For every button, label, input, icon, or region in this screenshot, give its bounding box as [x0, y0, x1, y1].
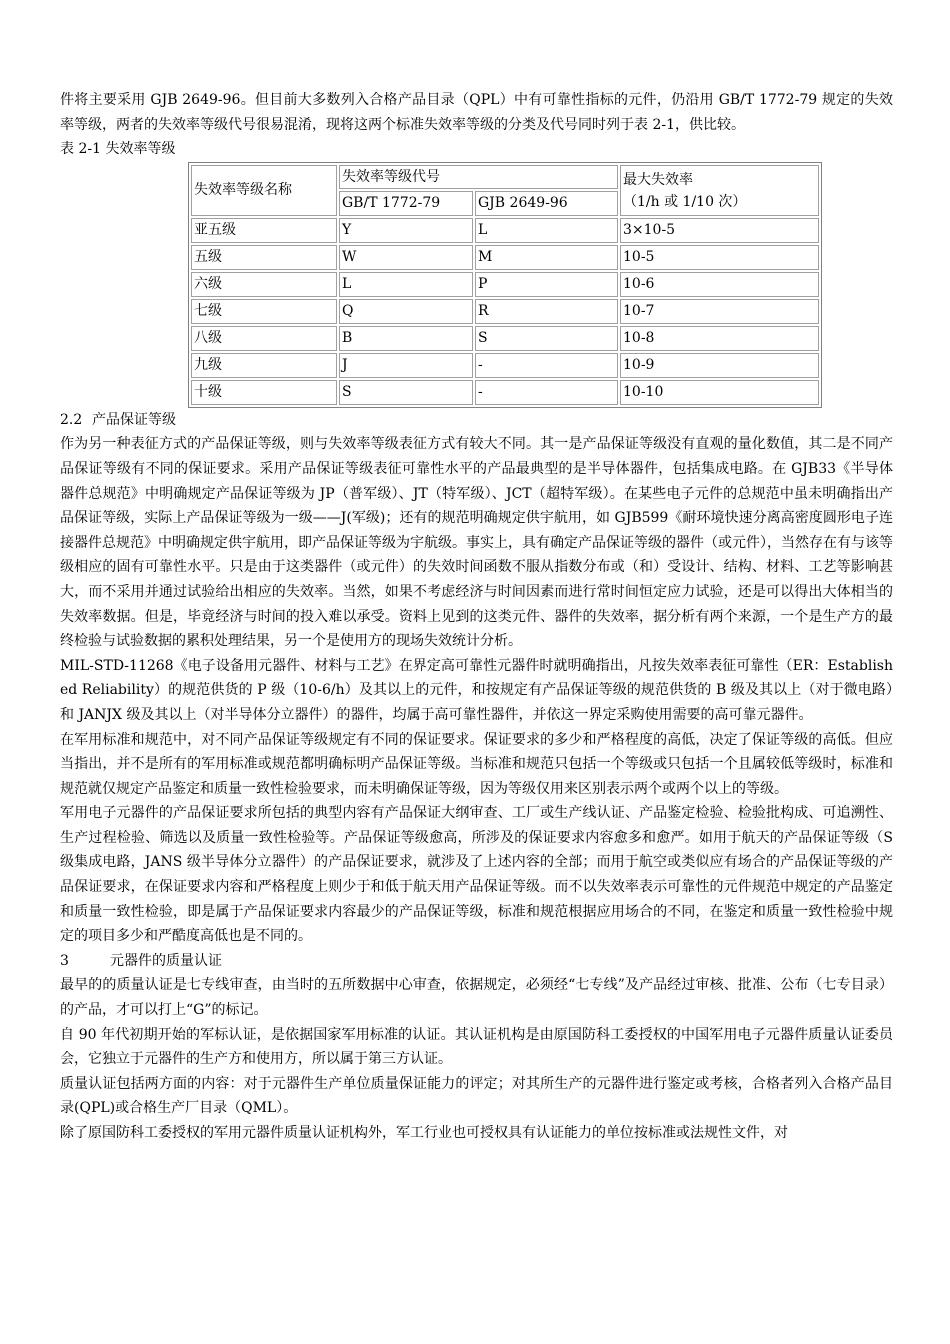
- table-row: [191, 218, 819, 243]
- header-max-rate: [620, 165, 819, 216]
- table-caption: 表 2-1 失效率等级: [60, 141, 176, 158]
- cell-grade-name: 五级: [191, 245, 337, 270]
- cell-gjb-code: L: [475, 218, 618, 243]
- section-heading-3: [60, 949, 893, 974]
- table-row: [191, 353, 819, 378]
- cell-max-rate: 3×10-5: [620, 218, 819, 243]
- cell-gbt-code: Y: [339, 218, 473, 243]
- section-title: 元器件的质量认证: [110, 952, 222, 969]
- section-number: 3: [60, 952, 69, 969]
- body-paragraph: 自 90 年代初期开始的军标认证，是依据国家军用标准的认证。其认证机构是由原国防科工委授权的中国军用电子元器件质量认证委员会，它独立于元器件的生产方和使用方，所以属于第三方认证。: [60, 1026, 893, 1068]
- header-max-rate-line1: 最大失效率: [623, 171, 693, 188]
- cell-gjb-code: -: [475, 380, 618, 405]
- cell-gjb-code: -: [475, 353, 618, 378]
- body-paragraph: 在军用标准和规范中，对不同产品保证等级规定有不同的保证要求。保证要求的多少和严格程度的高低，决定了保证等级的高低。但应当指出，并不是所有的军用标准或规范都明确标明产品保证等级。当标准和规范只包括一个等级或只包括一个且属较低等级时，标准和规范就仅规定产品鉴定和质量一致性检验要求，而未明确保证等级，因为等级仅用来区别表示两个或两个以上的等级。: [60, 731, 893, 797]
- failure-rate-table: [188, 162, 822, 408]
- cell-gbt-code: J: [339, 353, 473, 378]
- table-row: [191, 245, 819, 270]
- body-paragraph: 最早的的质量认证是七专线审查，由当时的五所数据中心审查，依据规定，必须经“七专线”及产品经过审核、批准、公布（七专目录）的产品，才可以打上“G”的标记。: [60, 977, 893, 1019]
- cell-grade-name: 七级: [191, 299, 337, 324]
- cell-gbt-code: L: [339, 272, 473, 297]
- table-row: [191, 326, 819, 351]
- cell-grade-name: 八级: [191, 326, 337, 351]
- cell-grade-name: 十级: [191, 380, 337, 405]
- document-page: [60, 88, 893, 1146]
- section-heading-2-2: [60, 408, 893, 433]
- cell-grade-name: 六级: [191, 272, 337, 297]
- body-paragraph: 除了原国防科工委授权的军用元器件质量认证机构外，军工行业也可授权具有认证能力的单位按标准或法规性文件，对: [60, 1125, 788, 1141]
- body-paragraph: 军用电子元器件的产品保证要求所包括的典型内容有产品保证大纲审查、工厂或生产线认证、产品鉴定检验、检验批构成、可追溯性、生产过程检验、筛选以及质量一致性检验等。产品保证等级愈高，所涉及的保证要求内容愈多和愈严。如用于航天的产品保证等级（S 级集成电路，JANS 级半导体分立器件）的产品保证要求，就涉及了上述内容的全部；而用于航空或类似应有场合的产品保证等级的产品保证要求，在保证要求内容和严格程度上则少于和低于航天用产品保证等级。而不以失效率表示可靠性的元件规范中规定的产品鉴定和质量一致性检验，即是属于产品保证要求内容最少的产品保证等级，标准和规范根据应用场合的不同，在鉴定和质量一致性检验中规定的项目多少和严酷度高低也是不同的。: [60, 805, 893, 945]
- cell-max-rate: 10-6: [620, 272, 819, 297]
- body-paragraph: 质量认证包括两方面的内容：对于元器件生产单位质量保证能力的评定；对其所生产的元器件进行鉴定或考核，合格者列入合格产品目录(QPL)或合格生产厂目录（QML）。: [60, 1075, 893, 1117]
- cell-max-rate: 10-5: [620, 245, 819, 270]
- cell-gbt-code: W: [339, 245, 473, 270]
- intro-paragraph: 件将主要采用 GJB 2649-96。但目前大多数列入合格产品目录（QPL）中有可靠性指标的元件，仍沿用 GB/T 1772-79 规定的失效率等级，两者的失效率等级代号很易混淆，现将这两个标准失效率等级的分类及代号同时列于表 2-1，供比较。: [60, 92, 893, 133]
- header-grade-name: 失效率等级名称: [191, 165, 337, 216]
- header-gbt-code: GB/T 1772-79: [339, 191, 473, 216]
- header-code-group: 失效率等级代号: [339, 165, 618, 189]
- table-row: [191, 299, 819, 324]
- table-header-row: [191, 165, 819, 189]
- cell-gjb-code: R: [475, 299, 618, 324]
- cell-gbt-code: B: [339, 326, 473, 351]
- cell-gjb-code: P: [475, 272, 618, 297]
- cell-grade-name: 亚五级: [191, 218, 337, 243]
- cell-gbt-code: Q: [339, 299, 473, 324]
- cell-grade-name: 九级: [191, 353, 337, 378]
- header-gjb-code: GJB 2649-96: [475, 191, 618, 216]
- body-paragraph: MIL-STD-11268《电子设备用元器件、材料与工艺》在界定高可靠性元器件时就明确指出，凡按失效率表征可靠性（ER：Established Reliability）的规范供货的 P 级（10-6/h）及其以上的元件，和按规定有产品保证等级的规范供货的 B 级及其以上（对于微电路）和 JANJX 级及其以上（对半导体分立器件）的器件，均属于高可靠性器件，并依这一界定采购使用需要的高可靠元器件。: [60, 657, 893, 723]
- cell-gjb-code: S: [475, 326, 618, 351]
- section-title: 产品保证等级: [92, 411, 176, 428]
- table-row: [191, 380, 819, 405]
- cell-gbt-code: S: [339, 380, 473, 405]
- table-row: [191, 272, 819, 297]
- cell-max-rate: 10-8: [620, 326, 819, 351]
- cell-max-rate: 10-7: [620, 299, 819, 324]
- body-paragraph: 作为另一种表征方式的产品保证等级，则与失效率等级表征方式有较大不同。其一是产品保证等级没有直观的量化数值，其二是不同产品保证等级有不同的保证要求。采用产品保证等级表征可靠性水平的产品最典型的是半导体器件，包括集成电路。在 GJB33《半导体器件总规范》中明确规定产品保证等级为 JP（普军级）、JT（特军级）、JCT（超特军级）。在某些电子元件的总规范中虽未明确指出产品保证等级，实际上产品保证等级为一级——J(军级)；还有的规范明确规定供宇航用，如 GJB599《耐环境快速分离高密度圆形电子连接器件总规范》中明确规定供宇航用，即产品保证等级为宇航级。事实上，具有确定产品保证等级的器件（或元件），当然存在有与该等级相应的固有可靠性水平。只是由于这类器件（或元件）的失效时间函数不服从指数分布或（和）受设计、结构、材料、工艺等影响甚大，而不采用并通过试验给出相应的失效率。当然，如果不考虑经济与时间因素而进行常时间恒定应力试验，还是可以得出大体相当的失效率数据。但是，毕竟经济与时间的投入难以承受。资料上见到的这类元件、器件的失效率，据分析有两个来源，一个是生产方的最终检验与试验数据的累积处理结果，另一个是使用方的现场失效统计分析。: [60, 436, 893, 650]
- failure-rate-table-wrapper: [188, 162, 822, 408]
- cell-max-rate: 10-10: [620, 380, 819, 405]
- header-max-rate-line2: （1/h 或 1/10 次）: [623, 193, 747, 210]
- section-number: 2.2: [60, 411, 83, 428]
- cell-max-rate: 10-9: [620, 353, 819, 378]
- cell-gjb-code: M: [475, 245, 618, 270]
